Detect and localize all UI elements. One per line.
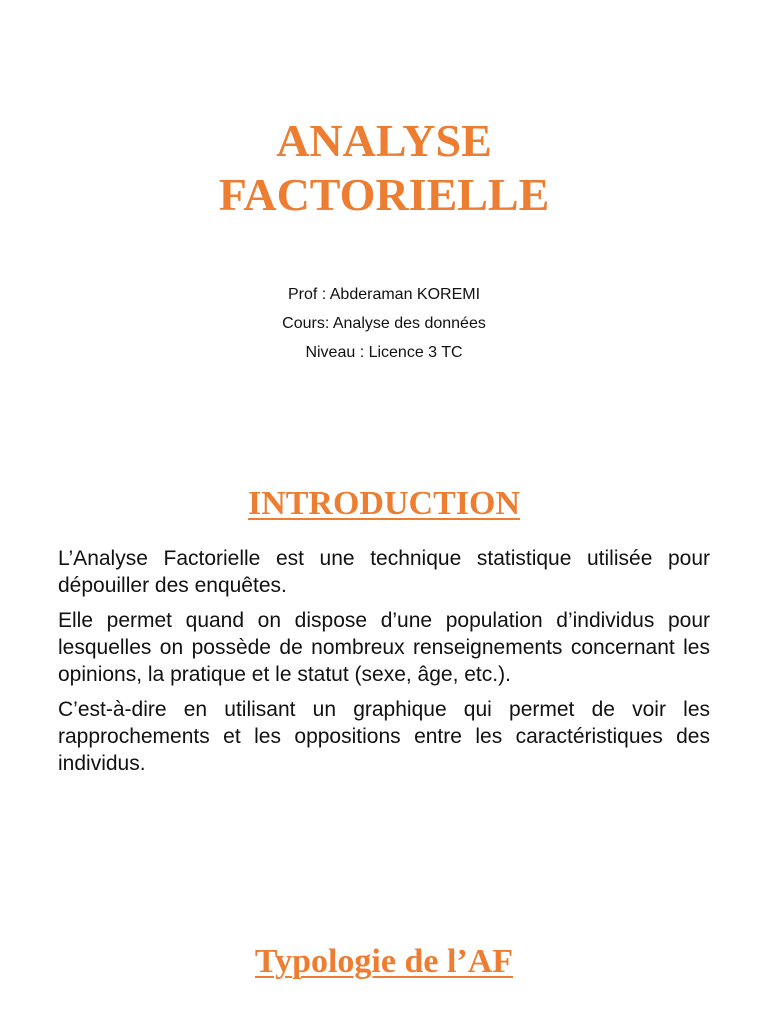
document-title-line-1: ANALYSE [276, 115, 492, 166]
course-info [0, 280, 768, 367]
document-title [0, 114, 768, 222]
document-title-line-2: FACTORIELLE [218, 169, 550, 220]
introduction-paragraph-2: Elle permet quand on dispose d’une population d’individus pour lesquelles on possède de nombreux renseignements concernant les opinions, la pratique et le statut (sexe, âge, etc.). [58, 609, 710, 686]
introduction-body [58, 545, 710, 785]
course-line: Cours: Analyse des données [282, 315, 486, 332]
level-line: Niveau : Licence 3 TC [305, 344, 463, 361]
introduction-heading: INTRODUCTION [247, 485, 521, 522]
typologie-heading: Typologie de l’AF [254, 943, 514, 980]
professor-line: Prof : Abderaman KOREMI [287, 286, 481, 303]
introduction-paragraph-3: C’est-à-dire en utilisant un graphique qui permet de voir les rapprochements et les oppositions entre les caractéristiques des individus. [58, 698, 710, 775]
introduction-paragraph-1: L’Analyse Factorielle est une technique statistique utilisée pour dépouiller des enquêtes. [58, 547, 710, 597]
